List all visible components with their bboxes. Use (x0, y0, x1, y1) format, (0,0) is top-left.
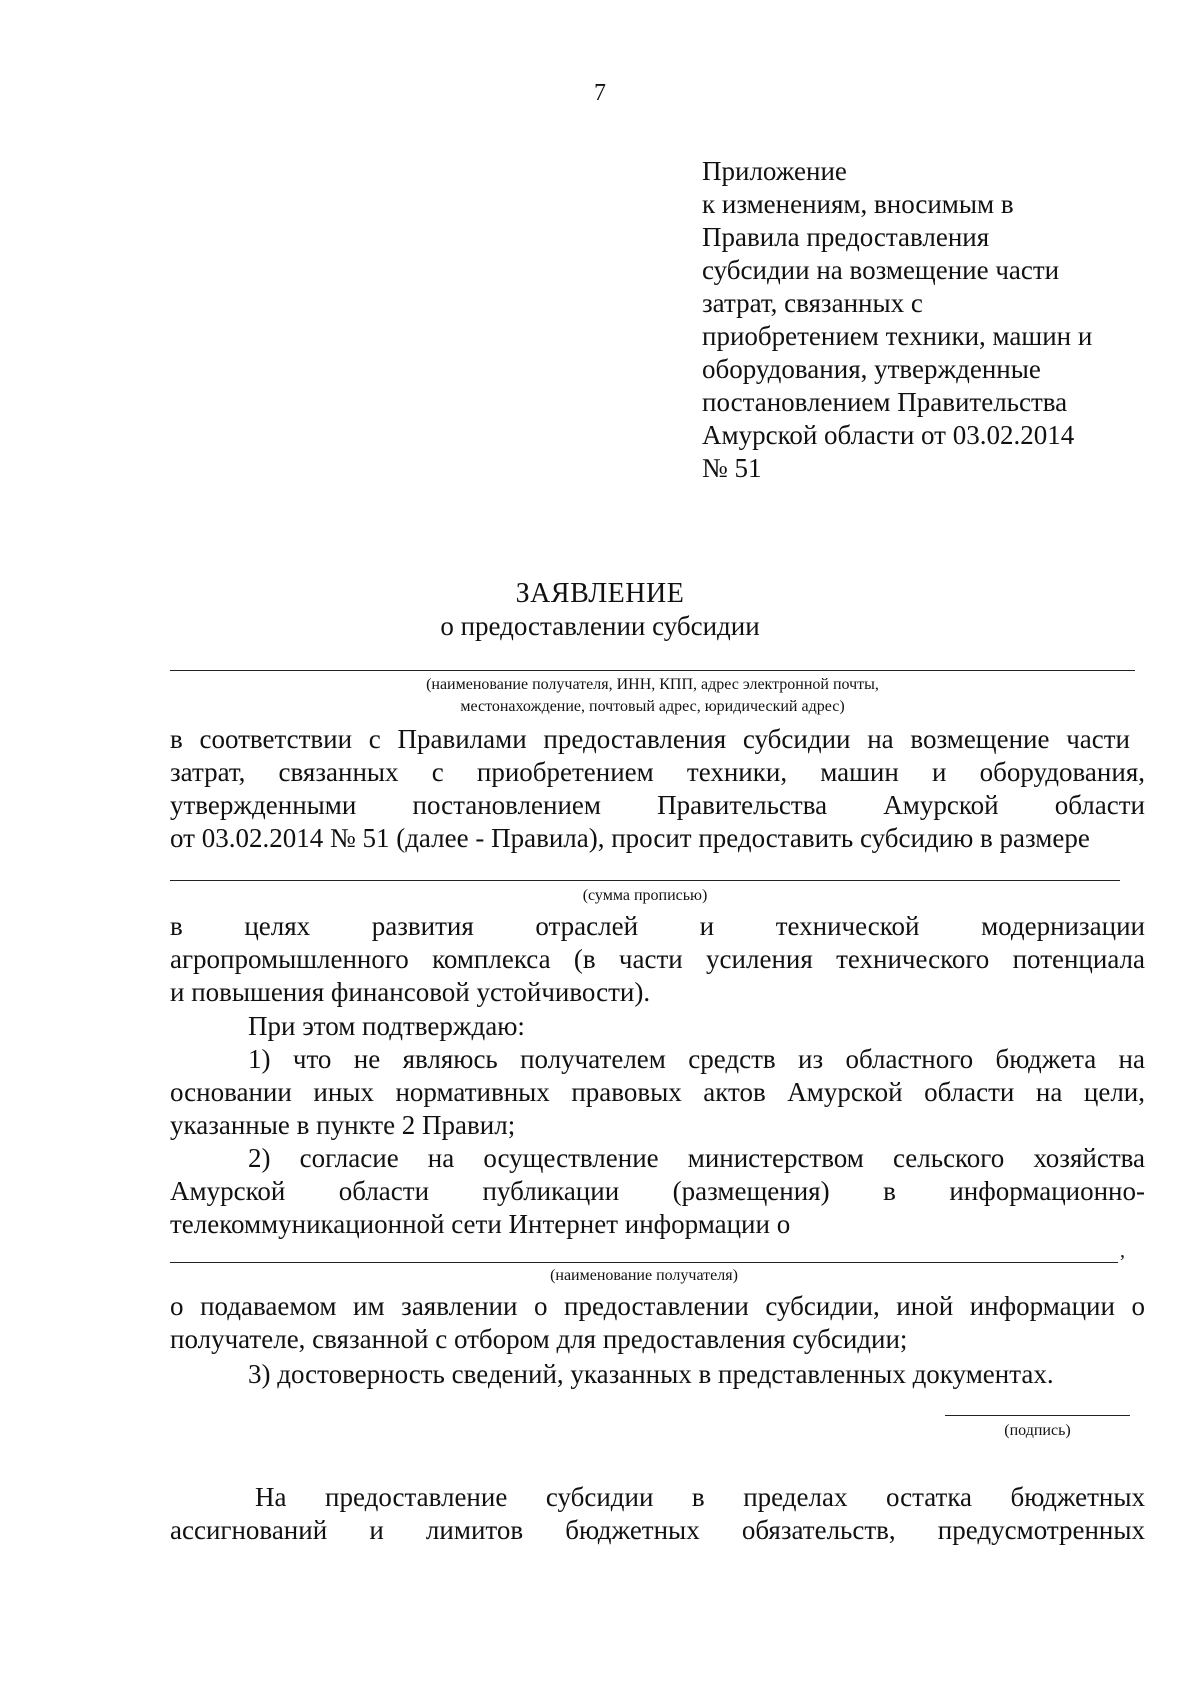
paragraph-1-line: от 03.02.2014 № 51 (далее - Правила), просит предоставить субсидию в размере (170, 823, 1090, 853)
appendix-line: Амурской области от 03.02.2014 (702, 420, 1075, 450)
recipient-caption-line2: местонахождение, почтовый адрес, юридический адрес) (460, 698, 845, 715)
paragraph-1-line: в соответствии с Правилами предоставления субсидии на возмещение части (170, 724, 1130, 754)
appendix-line: к изменениям, вносимым в (702, 189, 1014, 219)
item-3: 3) достоверность сведений, указанных в представленных документах. (248, 1359, 1054, 1389)
item-2-line: телекоммуникационной сети Интернет информации о (170, 1209, 791, 1239)
trailing-comma: , (1120, 1240, 1125, 1262)
name-caption: (наименование получателя) (550, 1267, 738, 1284)
appendix-line: Приложение (702, 156, 847, 186)
appendix-line: постановлением Правительства (702, 387, 1068, 417)
item-2-line: Амурской области публикации (размещения) в информационно- (170, 1176, 1145, 1206)
paragraph-3-line: о подаваемом им заявлении о предоставлении субсидии, иной информации о (170, 1291, 1145, 1321)
paragraph-1-line: утвержденными постановлением Правительства Амурской области (170, 790, 1145, 820)
page-number: 7 (594, 80, 606, 106)
paragraph-2-line: в целях развития отраслей и технической модернизации (170, 911, 1145, 941)
name-fill-line (170, 1262, 1118, 1263)
paragraph-3-line: получателе, связанной с отбором для предоставления субсидии; (170, 1324, 908, 1354)
appendix-block (702, 155, 1172, 485)
sum-caption: (сумма прописью) (582, 887, 708, 904)
appendix-line: затрат, связанных с (702, 288, 923, 318)
sum-fill-line (170, 880, 1120, 881)
paragraph-1-line: затрат, связанных с приобретением техники, машин и оборудования, (170, 757, 1145, 787)
recipient-fill-line (170, 670, 1135, 671)
signature-fill-line (945, 1415, 1130, 1416)
paragraph-4-line: На предоставление субсидии в пределах остатка бюджетных (255, 1482, 1145, 1512)
item-1-line: 1) что не являюсь получателем средств из областного бюджета на (248, 1044, 1145, 1074)
paragraph-4-line: ассигнований и лимитов бюджетных обязательств, предусмотренных (170, 1515, 1145, 1545)
document-subtitle: о предоставлении субсидии (440, 611, 760, 641)
paragraph-2-line: агропромышленного комплекса (в части усиления технического потенциала (170, 944, 1145, 974)
paragraph-2-line: и повышения финансовой устойчивости). (170, 977, 651, 1007)
item-1-line: основании иных нормативных правовых актов Амурской области на цели, (170, 1077, 1145, 1107)
recipient-caption-line1: (наименование получателя, ИНН, КПП, адрес электронной почты, (426, 676, 879, 693)
appendix-line: субсидии на возмещение части (702, 255, 1060, 285)
appendix-line: Правила предоставления (702, 222, 990, 252)
item-1-line: указанные в пункте 2 Правил; (170, 1110, 516, 1140)
appendix-line: приобретением техники, машин и (702, 321, 1093, 351)
appendix-line: оборудования, утвержденные (702, 354, 1041, 384)
appendix-line: № 51 (702, 453, 762, 483)
signature-caption: (подпись) (1004, 1422, 1071, 1439)
item-2-line: 2) согласие на осуществление министерством сельского хозяйства (248, 1143, 1145, 1173)
confirm-intro: При этом подтверждаю: (248, 1011, 525, 1041)
document-title: ЗАЯВЛЕНИЕ (515, 578, 685, 609)
